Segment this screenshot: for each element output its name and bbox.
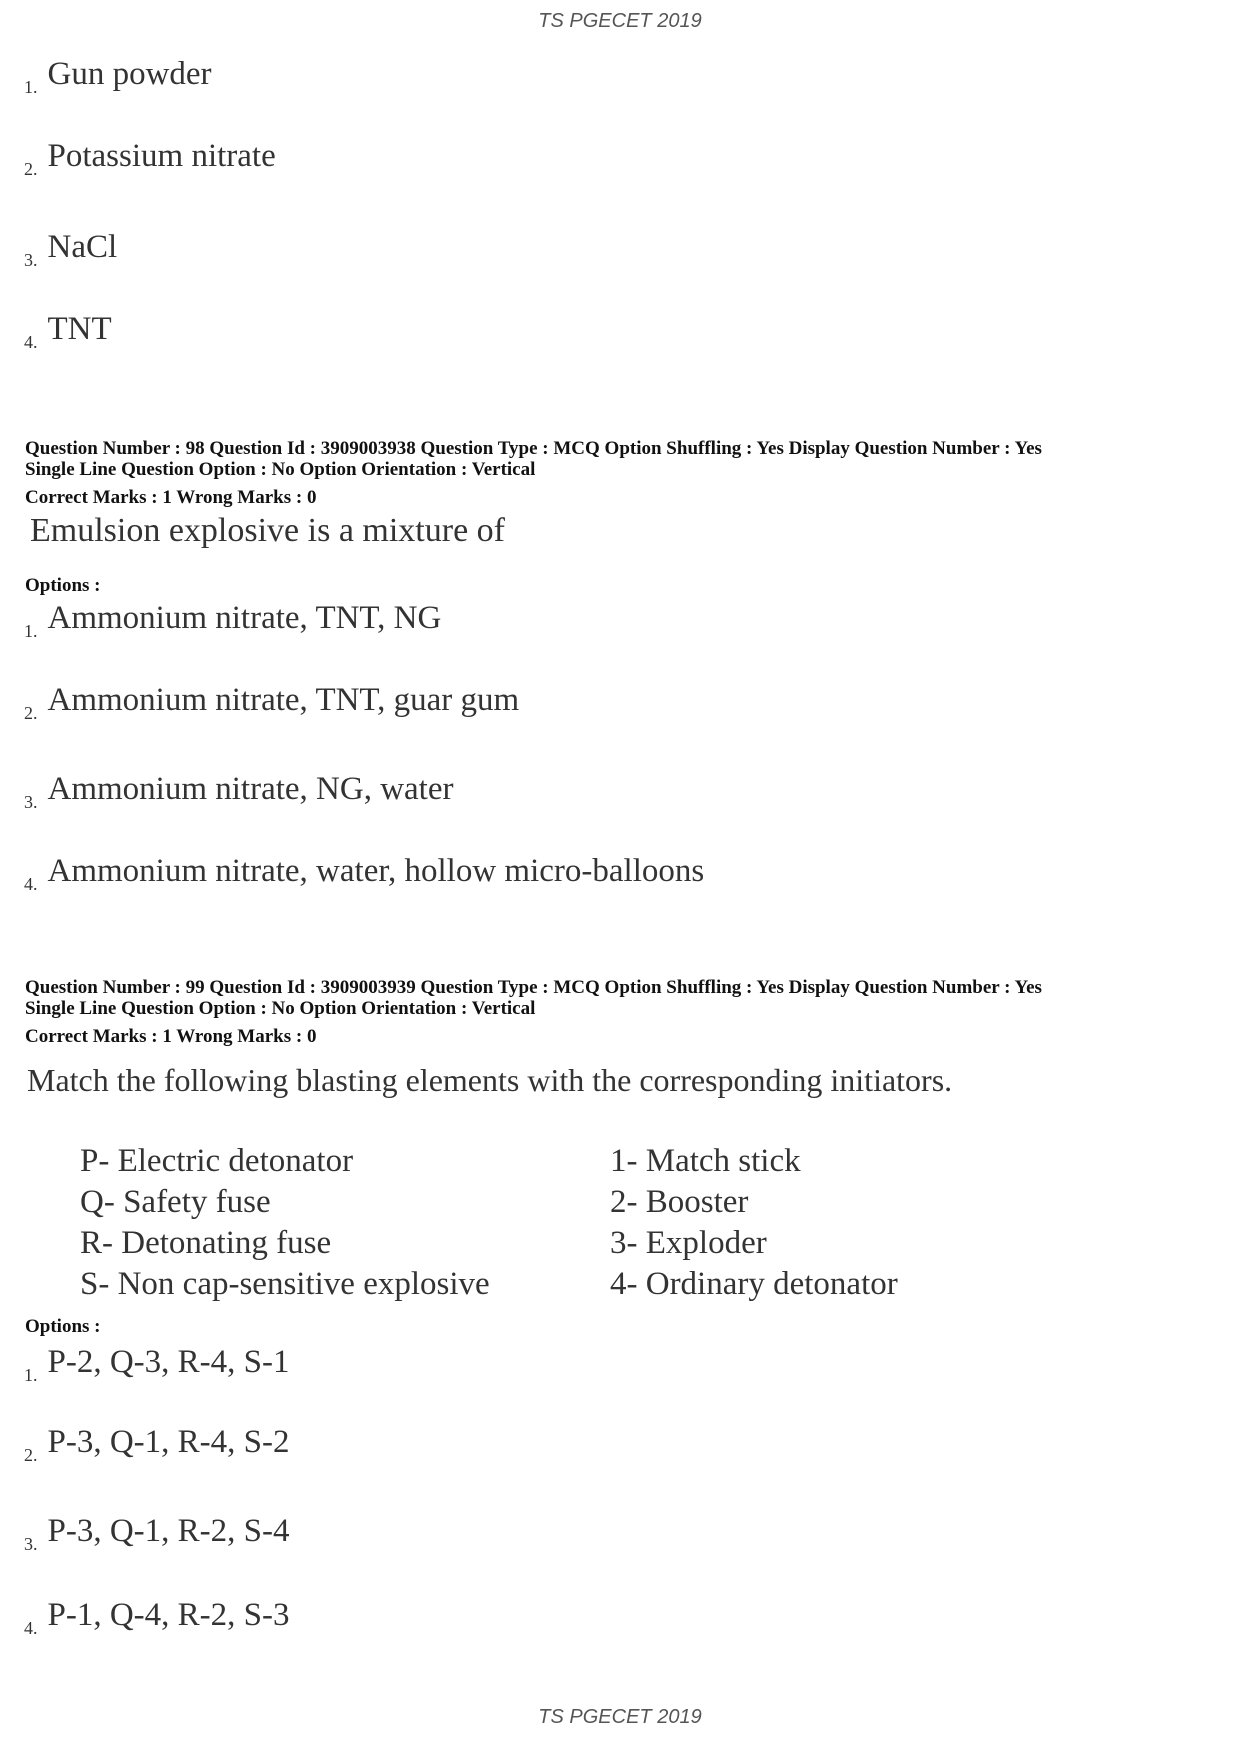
- q98-metadata: [25, 438, 1056, 480]
- match-row: [80, 1182, 898, 1223]
- q99-option-4[interactable]: [24, 1597, 290, 1638]
- option-number: 1.: [24, 621, 38, 641]
- option-text: Ammonium nitrate, water, hollow micro-balloons: [47, 853, 705, 889]
- option-number: 1.: [24, 77, 38, 97]
- option-text: P-1, Q-4, R-2, S-3: [47, 1597, 290, 1633]
- q98-option-4[interactable]: [24, 853, 705, 894]
- match-left-item: S- Non cap-sensitive explosive: [80, 1266, 490, 1302]
- q99-meta-line-2: Single Line Question Option : No Option Orientation : Vertical: [25, 998, 536, 1019]
- option-text: Gun powder: [47, 56, 212, 92]
- option-number: 2.: [24, 703, 38, 723]
- prev-option-1[interactable]: [24, 56, 212, 97]
- option-text: P-3, Q-1, R-4, S-2: [47, 1424, 290, 1460]
- match-right-item: 1- Match stick: [610, 1143, 801, 1179]
- q99-option-3[interactable]: [24, 1513, 290, 1554]
- prev-option-2[interactable]: [24, 138, 276, 179]
- q99-option-2[interactable]: [24, 1424, 290, 1465]
- option-number: 4.: [24, 874, 38, 894]
- option-text: TNT: [47, 311, 112, 347]
- q98-meta-line-1: Question Number : 98 Question Id : 3909003938 Question Type : MCQ Option Shuffling : Yes Display Question Number : Yes: [25, 438, 1042, 459]
- q99-metadata: [25, 977, 1056, 1019]
- q98-meta-line-2: Single Line Question Option : No Option Orientation : Vertical: [25, 459, 536, 480]
- match-row: [80, 1264, 898, 1305]
- option-text: Ammonium nitrate, NG, water: [47, 771, 454, 807]
- match-row: [80, 1141, 898, 1182]
- option-number: 4.: [24, 332, 38, 352]
- q99-question-text: Match the following blasting elements with the corresponding initiators.: [27, 1062, 953, 1098]
- option-text: Potassium nitrate: [47, 138, 276, 174]
- option-number: 3.: [24, 1534, 38, 1554]
- option-text: NaCl: [47, 229, 118, 265]
- match-right-item: 2- Booster: [610, 1184, 749, 1220]
- q98-options-label: Options :: [25, 575, 101, 596]
- match-left-item: P- Electric detonator: [80, 1143, 354, 1179]
- option-text: Ammonium nitrate, TNT, NG: [47, 600, 442, 636]
- q99-marks: Correct Marks : 1 Wrong Marks : 0: [25, 1026, 317, 1047]
- q99-options-label: Options :: [25, 1316, 101, 1337]
- option-number: 3.: [24, 792, 38, 812]
- q98-question-text: Emulsion explosive is a mixture of: [30, 512, 505, 549]
- option-number: 4.: [24, 1618, 38, 1638]
- page-footer: TS PGECET 2019: [538, 1706, 702, 1728]
- option-number: 2.: [24, 159, 38, 179]
- match-row: [80, 1223, 898, 1264]
- option-number: 2.: [24, 1445, 38, 1465]
- prev-option-3[interactable]: [24, 229, 118, 270]
- page-header: TS PGECET 2019: [538, 10, 702, 32]
- q99-meta-line-1: Question Number : 99 Question Id : 3909003939 Question Type : MCQ Option Shuffling : Yes Display Question Number : Yes: [25, 977, 1042, 998]
- option-text: P-2, Q-3, R-4, S-1: [47, 1344, 290, 1380]
- q98-marks: Correct Marks : 1 Wrong Marks : 0: [25, 487, 317, 508]
- option-text: P-3, Q-1, R-2, S-4: [47, 1513, 290, 1549]
- q98-option-1[interactable]: [24, 600, 442, 641]
- match-left-item: Q- Safety fuse: [80, 1184, 271, 1220]
- option-number: 3.: [24, 250, 38, 270]
- option-text: Ammonium nitrate, TNT, guar gum: [47, 682, 520, 718]
- q99-match-table: [80, 1141, 898, 1305]
- q98-option-3[interactable]: [24, 771, 454, 812]
- match-right-item: 4- Ordinary detonator: [610, 1266, 898, 1302]
- prev-option-4[interactable]: [24, 311, 112, 352]
- match-right-item: 3- Exploder: [610, 1225, 767, 1261]
- match-left-item: R- Detonating fuse: [80, 1225, 332, 1261]
- q98-option-2[interactable]: [24, 682, 520, 723]
- q99-option-1[interactable]: [24, 1344, 290, 1385]
- option-number: 1.: [24, 1365, 38, 1385]
